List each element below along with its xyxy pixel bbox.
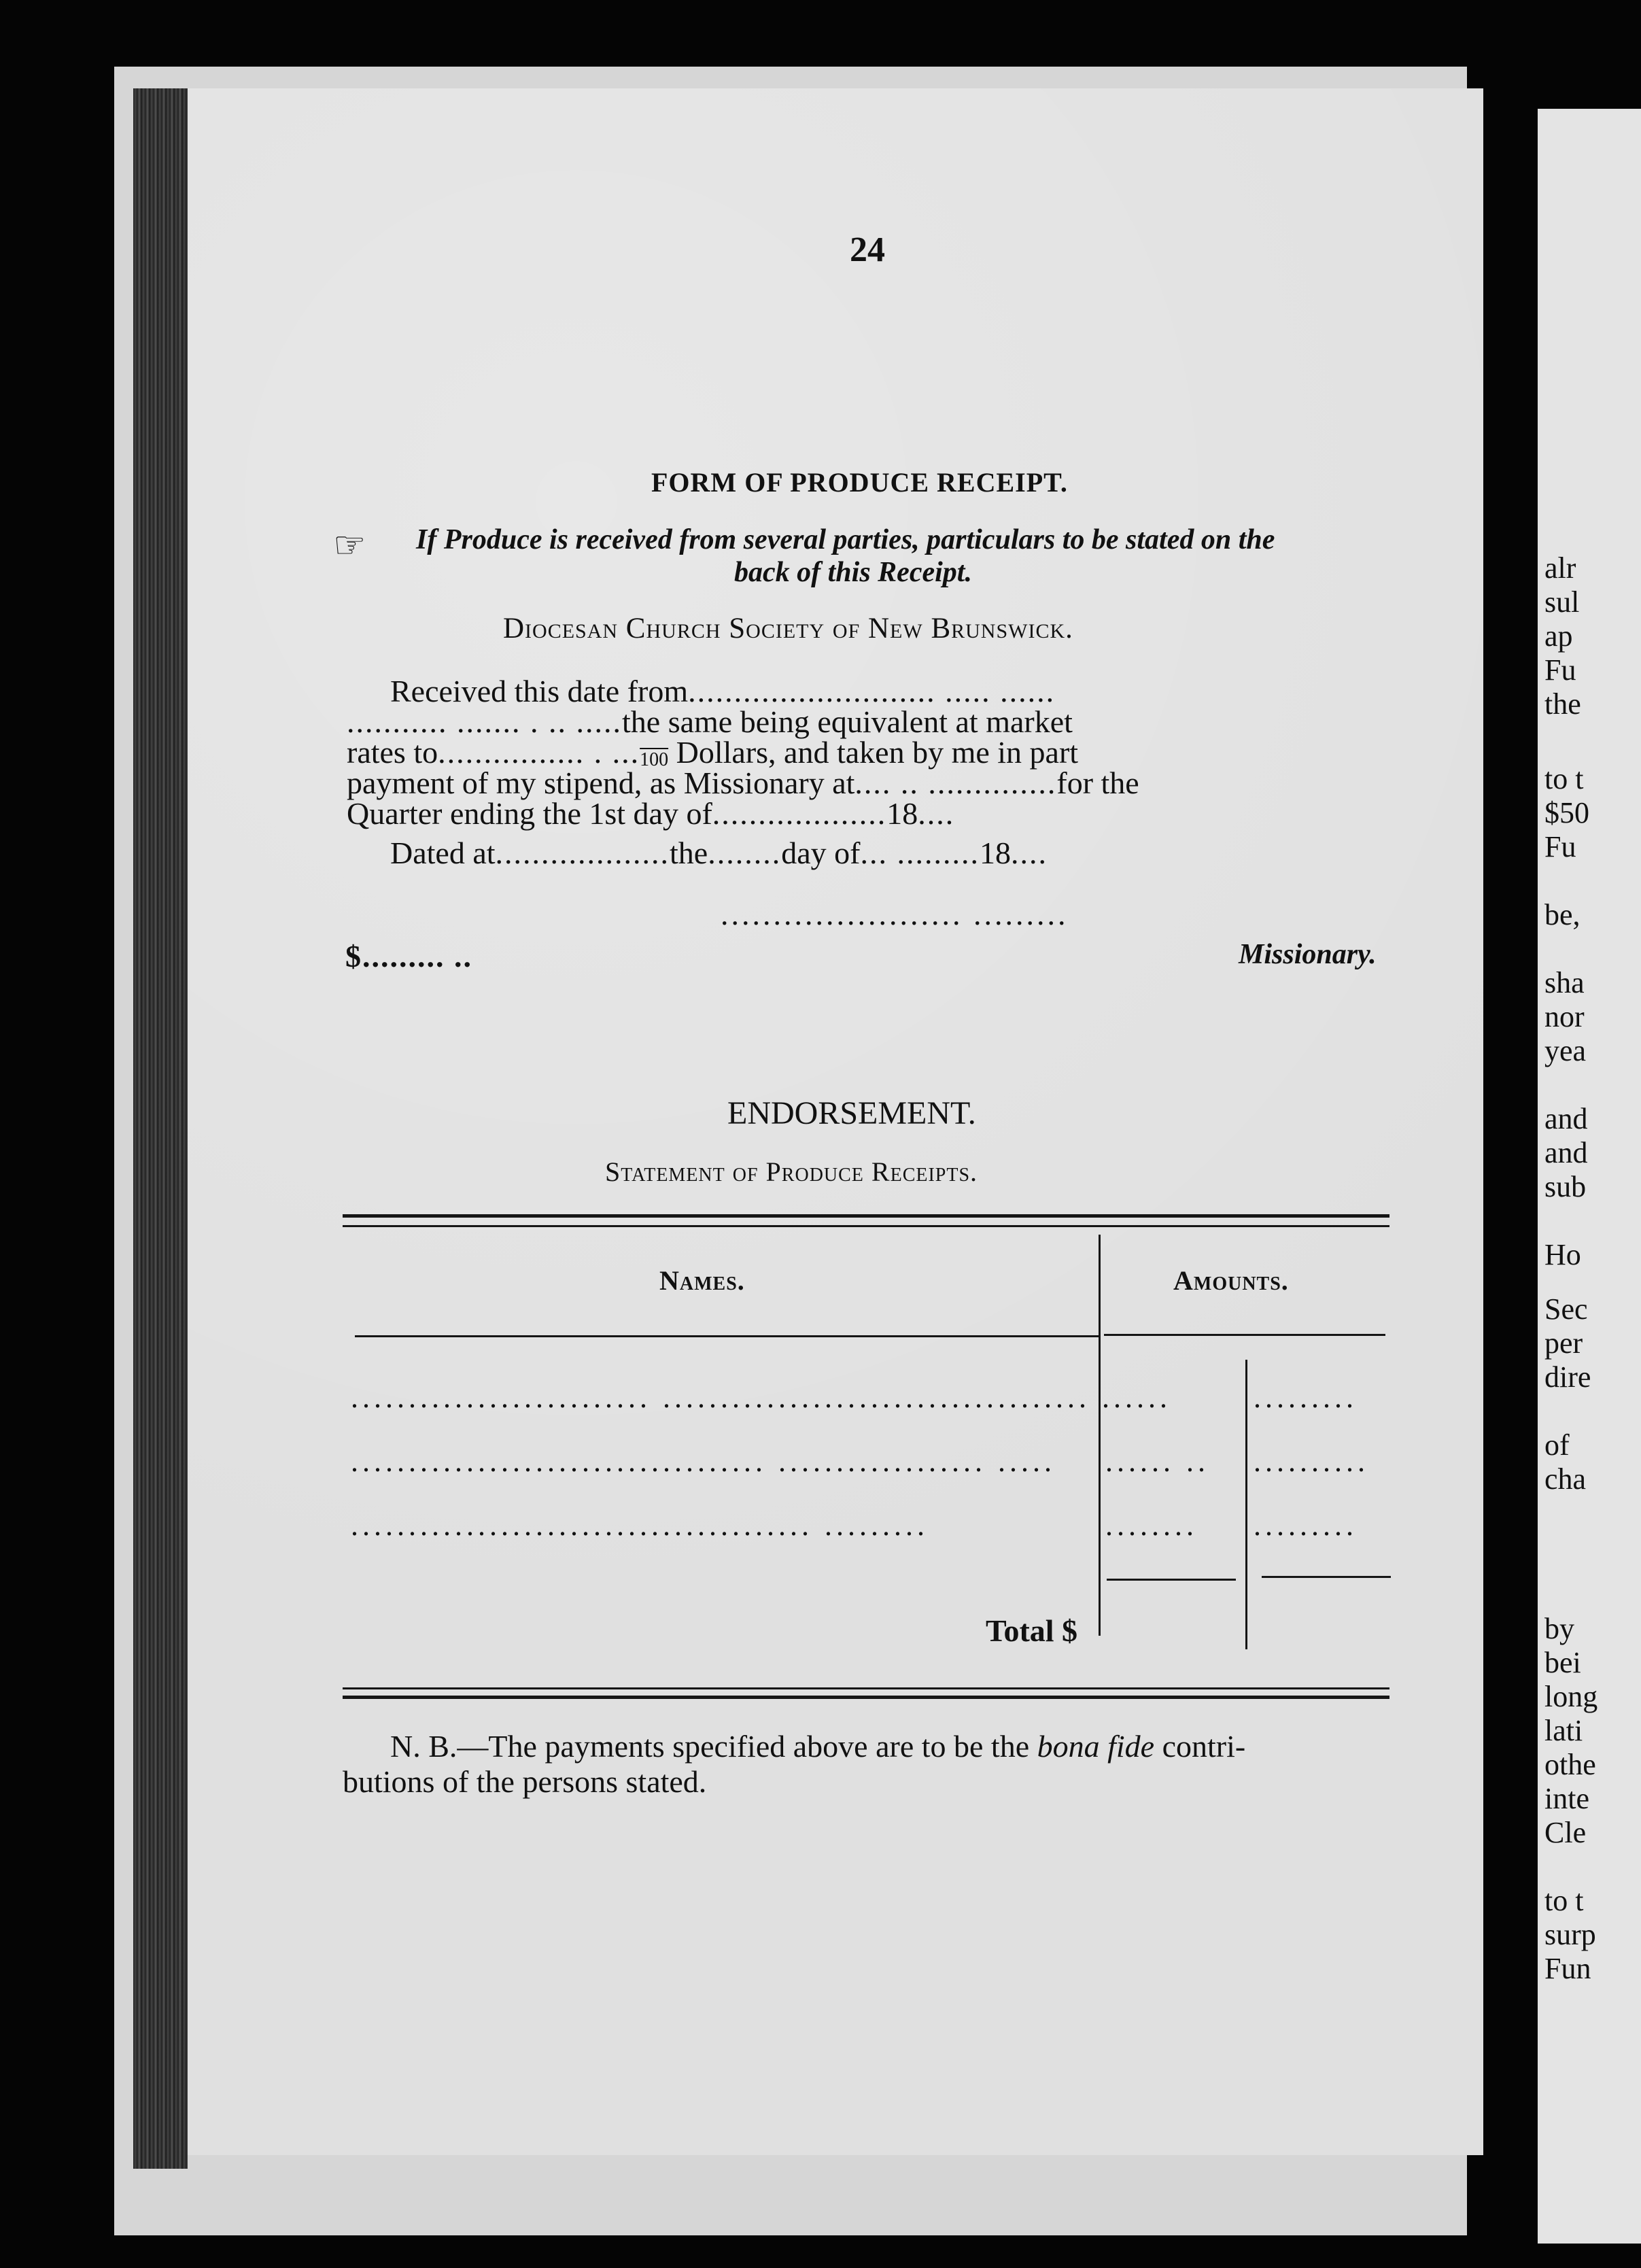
facing-page-fragment: yea (1544, 1034, 1587, 1067)
facing-page-fragment: Cle (1544, 1816, 1587, 1849)
facing-page-fragment: the (1544, 687, 1581, 721)
facing-page-fragment: othe (1544, 1748, 1596, 1781)
facing-page-fragment: Fun (1544, 1952, 1591, 1985)
facing-page-fragment: to t (1544, 1884, 1584, 1917)
table-top-rule (343, 1214, 1389, 1218)
book-edge (133, 88, 188, 2169)
amount-line: $......... .. (345, 939, 472, 974)
table-row: ........................................ ......... (351, 1509, 929, 1542)
receipt-line-5: Quarter ending the 1st day of...................18.... (347, 796, 955, 831)
receipt-line-4: payment of my stipend, as Missionary at.... .. ..............for the (347, 766, 1139, 800)
table-row: .................................... .................. ..... (351, 1445, 1056, 1478)
receipt-line-1: Received this date from........................... ..... ...... (390, 674, 1056, 708)
facing-page-fragment: Sec (1544, 1292, 1588, 1326)
amounts-cents-divider (1245, 1360, 1247, 1649)
table-row-dollars: ........ (1105, 1509, 1198, 1542)
endorsement-title: ENDORSEMENT. (727, 1095, 976, 1131)
facing-page-fragment: ap (1544, 619, 1573, 653)
note-line-1: If Produce is received from several parties, particulars to be stated on the (416, 524, 1275, 555)
column-header-names: Names. (659, 1265, 745, 1296)
facing-page-fragment: sha (1544, 966, 1585, 999)
subtotal-rule-cents (1262, 1576, 1391, 1578)
facing-page-fragment: sul (1544, 585, 1580, 619)
facing-page-fragment: inte (1544, 1782, 1589, 1815)
table-top-rule-inner (343, 1225, 1389, 1227)
fraction-denominator: 100 (640, 749, 669, 770)
table-row-cents: .......... (1254, 1445, 1369, 1478)
subtotal-rule-dollars (1107, 1579, 1236, 1581)
facing-page-fragment: nor (1544, 1000, 1585, 1033)
table-row-cents: ......... (1254, 1509, 1358, 1542)
receipt-line-3: rates to................ . ...100 Dollars, and taken by me in part (347, 735, 1079, 770)
table-bottom-rule-inner (343, 1687, 1389, 1689)
facing-page-fragment: cha (1544, 1462, 1587, 1496)
facing-page (1538, 109, 1641, 2244)
facing-page-fragment: $50 (1544, 796, 1589, 829)
note-line-2: back of this Receipt. (734, 557, 972, 588)
facing-page-fragment: and (1544, 1136, 1588, 1169)
form-title: FORM OF PRODUCE RECEIPT. (651, 467, 1068, 498)
facing-page-fragment: of (1544, 1428, 1570, 1462)
amounts-header-rule (1104, 1334, 1385, 1336)
missionary-label: Missionary. (1239, 939, 1377, 970)
table-row-dollars: ...... .. (1105, 1445, 1209, 1478)
facing-page-fragment: dire (1544, 1360, 1591, 1394)
names-header-rule (355, 1335, 1099, 1337)
facing-page-fragment: and (1544, 1102, 1588, 1135)
page-number: 24 (850, 230, 885, 269)
facing-page-fragment: long (1544, 1680, 1598, 1713)
signature-line: ....................... ......... (721, 897, 1069, 931)
receipt-line-2: ........... ....... . .. .....the same being equivalent at market (347, 704, 1073, 739)
society-name: Diocesan Church Society of New Brunswick. (503, 613, 1073, 645)
table-bottom-rule (343, 1696, 1389, 1699)
column-header-amounts: Amounts. (1173, 1265, 1289, 1296)
facing-page-fragment: Fu (1544, 830, 1576, 863)
facing-page-fragment: to t (1544, 762, 1584, 795)
facing-page-fragment: sub (1544, 1170, 1587, 1203)
nb-line-2: butions of the persons stated. (343, 1764, 707, 1799)
facing-page-fragment: Fu (1544, 653, 1576, 687)
facing-page-fragment: surp (1544, 1918, 1596, 1951)
receipt-line-6: Dated at...................the........day of... .........18.... (390, 836, 1048, 870)
facing-page-fragment: Ho (1544, 1238, 1581, 1271)
facing-page-fragment: bei (1544, 1646, 1581, 1679)
nb-line-1: N. B.—The payments specified above are to be the bona fide contri- (390, 1729, 1246, 1764)
total-label: Total $ (986, 1613, 1078, 1648)
endorsement-subtitle: Statement of Produce Receipts. (605, 1156, 978, 1187)
facing-page-fragment: by (1544, 1612, 1574, 1645)
facing-page-fragment: per (1544, 1326, 1583, 1360)
pointing-hand-icon: ☞ (333, 525, 366, 566)
facing-page-fragment: alr (1544, 551, 1576, 585)
table-row-cents: ......... (1254, 1381, 1358, 1414)
table-row: .......................... ..................................... ...... (351, 1381, 1171, 1414)
facing-page-fragment: lati (1544, 1714, 1583, 1747)
table-column-divider (1099, 1235, 1101, 1636)
facing-page-fragment: be, (1544, 898, 1580, 931)
